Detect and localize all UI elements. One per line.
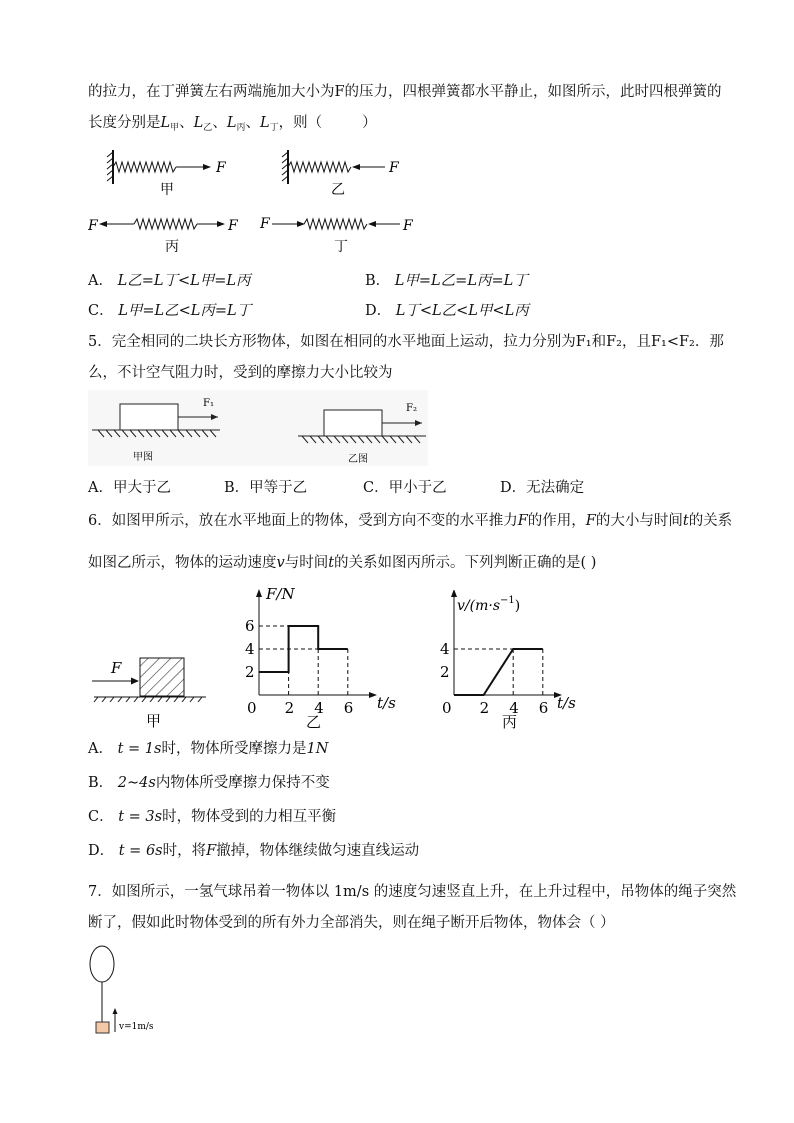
fig-label-yi: 乙图 <box>348 454 368 465</box>
math-v: v <box>276 555 285 571</box>
q5-option-d[interactable] <box>500 481 584 496</box>
label-jia: 甲 <box>160 182 174 198</box>
label-yi: 乙 <box>331 182 345 198</box>
option-math: t = 1s <box>117 741 162 757</box>
sep: 、 <box>245 115 260 131</box>
x-tick-label: 2 <box>479 699 490 717</box>
q5-text-line1: 5．完全相同的二块长方形物体，如图在相同的水平地面上运动，拉力分别为F₁和F₂，且F₁<F₂．那 <box>88 334 724 350</box>
force-label: F <box>216 160 226 176</box>
balloon-figure <box>88 942 188 1037</box>
option-key: A． <box>88 480 113 496</box>
answer-paren: ( ) <box>580 555 597 571</box>
q5-text-line2: 么，不计空气阻力时，受到的摩擦力大小比较为 <box>88 365 393 381</box>
x-tick-label: 0 <box>247 699 257 717</box>
q6-line2-a: 如图乙所示，物体的运动速度 <box>88 555 277 571</box>
option-math: t = 3s <box>118 809 163 825</box>
option-key: C． <box>88 809 114 825</box>
math-t: t <box>682 513 689 529</box>
spring-figure <box>88 142 428 260</box>
q6-line2-c: 的关系如图丙所示。下列判断正确的是 <box>334 555 581 571</box>
q7-text-line2: 断了，假如此时物体受到的所有外力全部消失，则在绳子断开后物体，物体会（ ） <box>88 915 615 931</box>
q6-text-line2 <box>88 556 596 571</box>
q4-line2-prefix: 长度分别是 <box>88 115 161 131</box>
force-label: F <box>228 218 238 234</box>
option-text: 无法确定 <box>526 480 585 496</box>
y-tick-label: 2 <box>440 663 450 681</box>
len-sub: 甲 <box>170 123 180 133</box>
option-text2: 撤掉，物体继续做匀速直线运动 <box>216 843 420 859</box>
f2-label: F₂ <box>406 403 417 414</box>
y-axis-label: F/N <box>266 585 295 603</box>
q6-line1-a: 6．如图甲所示，放在水平地面上的物体，受到方向不变的水平推力 <box>88 513 518 529</box>
option-key: C． <box>88 303 114 319</box>
spring-yi <box>282 150 400 198</box>
q7-text-line1: 7．如图所示，一氢气球吊着一物体以 1m/s 的速度匀速竖直上升，在上升过程中，吊物体的绳子突然 <box>88 884 737 900</box>
option-math: 2∼4s <box>117 775 156 791</box>
label-bing: 丙 <box>165 239 179 255</box>
force-label: F <box>403 218 413 234</box>
q4-text-line1: 的拉力，在丁弹簧左右两端施加大小为F的压力，四根弹簧都水平静止，如图所示，此时四根弹簧的 <box>88 84 722 100</box>
option-text: 甲大于乙 <box>112 480 171 496</box>
x-tick-label: 0 <box>442 699 452 717</box>
option-math2: F <box>206 843 217 859</box>
q6-option-b[interactable] <box>88 776 330 791</box>
x-tick-label: 4 <box>509 699 519 717</box>
x-axis-label: t/s <box>557 694 576 712</box>
option-text: L乙=L丁<L甲=L丙 <box>117 273 251 289</box>
q6-option-a[interactable] <box>88 742 328 757</box>
option-text: L丁<L乙<L甲<L丙 <box>395 303 529 319</box>
y-axis-label: $v/(m\cdot s^{-1})$ <box>457 595 521 614</box>
y-tick-label: 2 <box>245 663 255 681</box>
fig-force-label: F <box>111 659 122 677</box>
option-key: D． <box>500 480 527 496</box>
len-symbol: L <box>259 115 270 131</box>
q6-line1-c: 的大小与时间 <box>595 513 683 529</box>
fig-label-jia: 甲图 <box>133 452 153 463</box>
label-ding: 丁 <box>334 239 348 255</box>
option-key: B． <box>365 273 391 289</box>
force-label: F <box>88 218 98 234</box>
force-label: F <box>260 216 270 232</box>
paren-open: ，则（ <box>278 115 323 131</box>
q6-text-line1 <box>88 514 732 529</box>
q5-option-a[interactable] <box>88 481 171 496</box>
friction-figure <box>88 390 428 466</box>
q6-line1-d: 的关系 <box>688 513 733 529</box>
option-text: 时，将 <box>162 843 207 859</box>
x-tick-label: 2 <box>284 699 295 717</box>
q5-option-c[interactable] <box>363 481 447 496</box>
len-symbol: L <box>193 115 204 131</box>
q6-line2-b: 与时间 <box>284 555 329 571</box>
math-F: F <box>585 513 596 529</box>
q6-option-c[interactable] <box>88 810 336 825</box>
spring-jia <box>107 150 227 198</box>
q4-option-d[interactable] <box>365 304 529 319</box>
chart-v-t <box>435 590 605 732</box>
len-symbol: L <box>226 115 237 131</box>
y-tick-label: 4 <box>245 640 255 658</box>
option-text: L甲=L乙=L丙=L丁 <box>394 273 528 289</box>
chart-f-t <box>240 580 410 732</box>
option-text: 内物体所受摩擦力保持不变 <box>155 775 330 791</box>
option-key: D． <box>88 843 115 859</box>
option-text: 时，物体受到的力相互平衡 <box>162 809 337 825</box>
q6-option-d[interactable] <box>88 844 419 859</box>
math-F: F <box>517 513 528 529</box>
q4-text-line2 <box>88 116 377 133</box>
fig-label-jia: 甲 <box>146 712 162 730</box>
option-text: 甲小于乙 <box>388 480 447 496</box>
chart-label-yi: 乙 <box>306 713 322 731</box>
q4-option-a[interactable] <box>88 274 251 289</box>
force-label: F <box>389 160 399 176</box>
option-text: L甲=L乙<L丙=L丁 <box>118 303 252 319</box>
x-tick-label: 4 <box>314 699 324 717</box>
option-key: C． <box>363 480 389 496</box>
q6-line1-b: 的作用， <box>527 513 586 529</box>
spring-ding <box>259 216 414 255</box>
x-axis-label: t/s <box>377 694 396 712</box>
spring-bing <box>88 218 239 255</box>
q4-option-b[interactable] <box>365 274 528 289</box>
option-key: A． <box>88 741 113 757</box>
len-sub: 乙 <box>203 123 213 133</box>
chart-label-bing: 丙 <box>502 713 518 731</box>
math-t: t <box>328 555 335 571</box>
option-key: B． <box>88 775 114 791</box>
q4-option-c[interactable] <box>88 304 251 319</box>
q6-fig-jia <box>88 650 208 732</box>
hanging-object <box>96 1022 109 1033</box>
x-tick-label: 6 <box>343 699 354 717</box>
y-tick-label: 6 <box>245 617 255 635</box>
x-tick-label: 6 <box>538 699 549 717</box>
y-tick-label: 4 <box>440 640 450 658</box>
len-sub: 丁 <box>269 123 279 133</box>
f1-label: F₁ <box>203 398 214 409</box>
q5-option-b[interactable] <box>224 481 307 496</box>
balloon-icon <box>90 946 114 982</box>
len-symbol: L <box>160 115 171 131</box>
option-key: A． <box>88 273 113 289</box>
len-sub: 丙 <box>236 123 246 133</box>
sep: 、 <box>212 115 227 131</box>
sep: 、 <box>179 115 194 131</box>
option-key: B． <box>224 480 250 496</box>
option-text: 甲等于乙 <box>249 480 308 496</box>
paren-close: ） <box>362 115 377 131</box>
series-velocity <box>454 649 543 695</box>
option-math: t = 6s <box>118 843 163 859</box>
velocity-label: v=1m/s <box>119 1022 154 1032</box>
option-math2: 1N <box>306 741 329 757</box>
option-text: 时，物体所受摩擦力是 <box>161 741 307 757</box>
option-key: D． <box>365 303 392 319</box>
